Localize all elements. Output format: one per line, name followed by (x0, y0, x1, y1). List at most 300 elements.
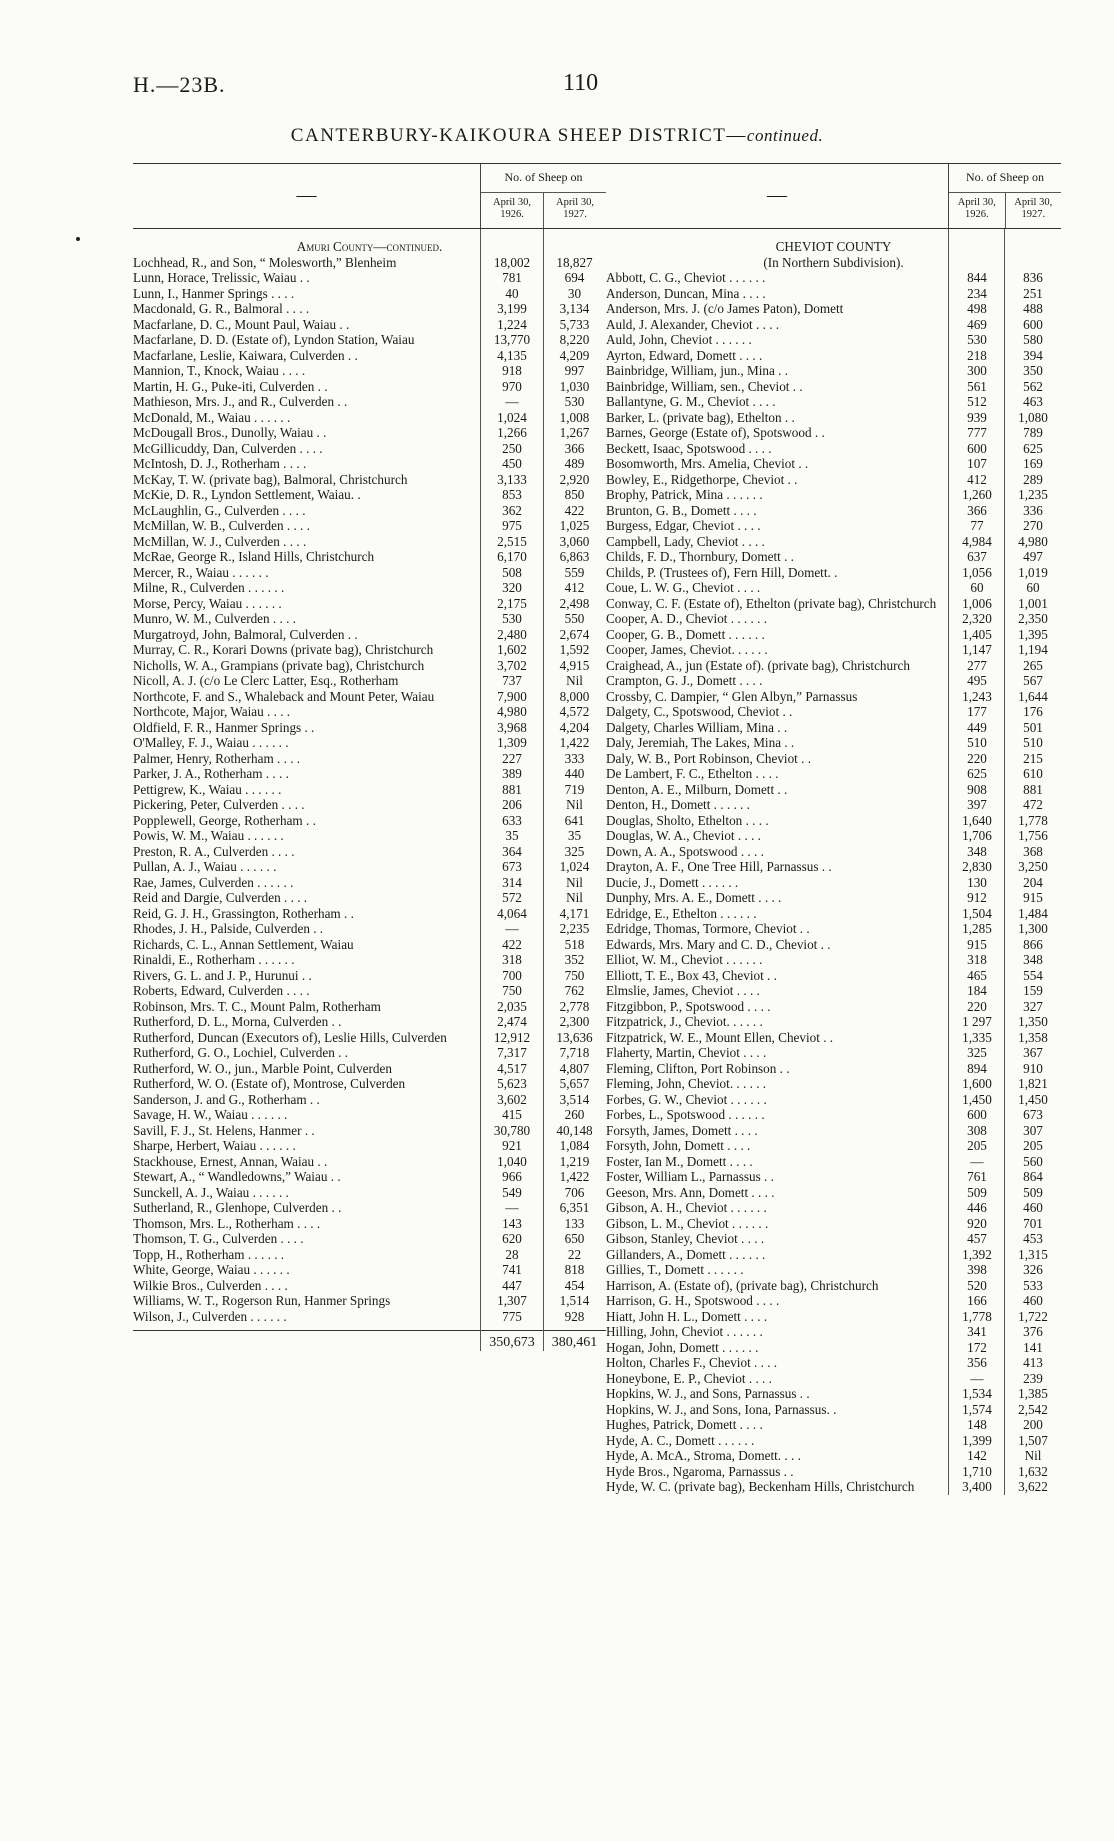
table-row (133, 1154, 606, 1170)
sheep-1926: 2,175 (497, 595, 527, 611)
owner-name: Milne, R., Culverden . . . . . . (133, 580, 285, 595)
sheep-1926: 1,307 (497, 1293, 527, 1308)
owner-name: Nicholls, W. A., Grampians (private bag), Christchurch (133, 657, 425, 673)
owner-name: McDougall Bros., Dunolly, Waiau . . (133, 425, 327, 440)
sheep-1927: 1,194 (1018, 642, 1048, 657)
sheep-1927: 3,622 (1018, 1479, 1048, 1494)
sheep-1926: 12,912 (493, 1029, 531, 1045)
sheep-1927: 30 (567, 285, 582, 301)
owner-name: Douglas, Sholto, Ethelton . . . . (606, 812, 769, 828)
sheep-1927: 2,542 (1018, 1401, 1048, 1417)
table-row (606, 937, 1061, 953)
table-row (606, 658, 1061, 674)
table-row (133, 1200, 606, 1216)
owner-name: De Lambert, F. C., Ethelton . . . . (606, 766, 779, 781)
col-1927-header: April 30, 1927. (543, 193, 606, 228)
sheep-1927: 1,084 (559, 1138, 590, 1153)
sheep-1926: 412 (967, 471, 987, 487)
owner-name: Edwards, Mrs. Mary and C. D., Cheviot . . (606, 936, 831, 952)
sheep-1926: 4,984 (962, 533, 992, 549)
sheep-1927: 1,030 (559, 378, 590, 394)
owner-name: Fitzpatrick, J., Cheviot. . . . . . (606, 1014, 763, 1029)
sheep-1926: 4,064 (497, 905, 527, 921)
owner-name: Morse, Percy, Waiau . . . . . . (133, 595, 282, 611)
owner-name: Childs, P. (Trustees of), Fern Hill, Domett. . (606, 564, 838, 580)
owner-name: Daly, W. B., Port Robinson, Cheviot . . (606, 750, 812, 766)
name-column-header: — (767, 184, 787, 207)
table-row (606, 1402, 1061, 1418)
sheep-1926: 975 (502, 518, 522, 533)
table-row (606, 456, 1061, 472)
sheep-1926: 318 (502, 952, 522, 967)
sheep-1927: 1,484 (1018, 905, 1048, 921)
table-row (606, 518, 1061, 534)
sheep-1927: 460 (1023, 1293, 1043, 1308)
owner-name: McKay, T. W. (private bag), Balmoral, Christchurch (133, 471, 408, 487)
sheep-1926: 325 (967, 1045, 987, 1060)
sheep-1926: 1,640 (962, 812, 992, 828)
table-row (606, 720, 1061, 736)
table-row (133, 518, 606, 534)
owner-name: Cooper, G. B., Domett . . . . . . (606, 626, 765, 642)
sheep-1926: 498 (967, 301, 987, 316)
sheep-1927: 1,024 (559, 859, 590, 874)
sheep-1926: 509 (967, 1184, 987, 1200)
sheep-1926: 1,534 (962, 1386, 992, 1401)
sheep-1926: 1,450 (962, 1091, 992, 1107)
owner-name: Roberts, Edward, Culverden . . . . (133, 983, 310, 998)
sheep-1927: 265 (1023, 657, 1043, 673)
owner-name: Denton, A. E., Milburn, Domett . . (606, 781, 788, 797)
sheep-1926: 469 (967, 316, 987, 332)
owner-name: Fitzpatrick, W. E., Mount Ellen, Cheviot . . (606, 1029, 834, 1045)
table-row (133, 937, 606, 953)
sheep-1927: 169 (1023, 456, 1043, 471)
owner-name: Savill, F. J., St. Helens, Hanmer . . (133, 1122, 315, 1138)
sheep-1927: 1,450 (1018, 1091, 1048, 1107)
owner-name: Hyde, A. McA., Stroma, Domett. . . . (606, 1448, 801, 1463)
owner-name: Denton, H., Domett . . . . . . (606, 797, 750, 812)
owner-name: Richards, C. L., Annan Settlement, Waiau (133, 936, 354, 952)
table-row (133, 1138, 606, 1154)
owner-name: Cooper, James, Cheviot. . . . . . (606, 642, 768, 657)
owner-name: Macfarlane, D. C., Mount Paul, Waiau . . (133, 316, 350, 332)
sheep-1926: 218 (967, 347, 987, 363)
sheep-1927: 22 (567, 1246, 582, 1262)
sheep-1926: 446 (967, 1200, 987, 1215)
owner-name: McKie, D. R., Lyndon Settlement, Waiau. . (133, 487, 361, 502)
sheep-1926: 673 (502, 859, 522, 874)
sheep-1927: 673 (1023, 1107, 1043, 1122)
table-row (133, 1231, 606, 1247)
sheep-1927: 1,395 (1018, 626, 1048, 642)
owner-name: Hopkins, W. J., and Sons, Iona, Parnassus. . (606, 1401, 837, 1417)
sheep-1927: 625 (1023, 440, 1043, 456)
table-row (133, 580, 606, 596)
table-row (606, 317, 1061, 333)
table-row (133, 410, 606, 426)
owner-name: Elliott, T. E., Box 43, Cheviot . . (606, 967, 777, 983)
table-row (133, 1185, 606, 1201)
owner-name: Honeybone, E. P., Cheviot . . . . (606, 1370, 772, 1386)
sheep-1926: 389 (502, 766, 522, 781)
table-row (606, 1324, 1061, 1340)
sheep-1926: 166 (967, 1293, 987, 1308)
table-row (606, 828, 1061, 844)
sheep-1926: 1,710 (962, 1463, 992, 1479)
owner-name: Ballantyne, G. M., Cheviot . . . . (606, 394, 776, 409)
sheep-1926: 3,702 (497, 657, 527, 673)
sheep-1926: 3,133 (497, 471, 527, 487)
sheep-1926: 422 (502, 936, 522, 952)
sheep-1926: 637 (967, 549, 987, 564)
table-row (133, 875, 606, 891)
sheep-1926: 970 (502, 378, 522, 394)
table-row (133, 1123, 606, 1139)
sheep-1926: 761 (967, 1169, 987, 1184)
table-row (606, 503, 1061, 519)
sheep-1926: 7,900 (497, 688, 527, 704)
sheep-1927: 289 (1023, 471, 1043, 487)
sheep-1926: 5,623 (497, 1076, 527, 1091)
sheep-1927: 2,300 (559, 1014, 590, 1029)
table-row (133, 1216, 606, 1232)
sheep-1927: 204 (1023, 874, 1043, 890)
sheep-1927: 8,000 (559, 688, 590, 704)
owner-name: Auld, J. Alexander, Cheviot . . . . (606, 316, 780, 332)
owner-name: Munro, W. M., Culverden . . . . (133, 611, 297, 626)
owner-name: Pettigrew, K., Waiau . . . . . . (133, 781, 282, 797)
owner-name: McLaughlin, G., Culverden . . . . (133, 502, 306, 518)
sheep-1926: 1,392 (962, 1246, 992, 1262)
sheep-1926: 1,405 (962, 626, 992, 642)
owner-name: Conway, C. F. (Estate of), Ethelton (private bag), Christchurch (606, 595, 937, 611)
owner-name: Savage, H. W., Waiau . . . . . . (133, 1107, 288, 1122)
sheep-1927: 4,171 (559, 905, 590, 921)
owner-name: Forbes, G. W., Cheviot . . . . . . (606, 1091, 767, 1107)
sheep-1927: 463 (1023, 394, 1043, 409)
sheep-1927: 1,644 (1018, 688, 1048, 704)
sheep-1927: 176 (1023, 704, 1043, 719)
table-row (133, 332, 606, 348)
sheep-1926: — (505, 1200, 519, 1215)
sheep-1926: 366 (967, 502, 987, 518)
sheep-1926: 625 (967, 766, 987, 781)
sheep-1927: 4,204 (559, 719, 590, 735)
table-row (133, 782, 606, 798)
owner-name: Oldfield, F. R., Hanmer Springs . . (133, 719, 315, 735)
owner-name: McRae, George R., Island Hills, Christchurch (133, 549, 375, 564)
owner-name: Stackhouse, Ernest, Annan, Waiau . . (133, 1153, 328, 1169)
sheep-1927: 562 (1023, 378, 1043, 394)
sheep-1927: Nil (566, 797, 583, 812)
table-row (133, 596, 606, 612)
sheep-1927: 554 (1023, 967, 1043, 983)
table-header (606, 163, 1061, 229)
sheep-1927: 6,863 (559, 549, 590, 564)
sheep-1926: 28 (505, 1246, 519, 1262)
sheep-1927: 1,821 (1018, 1076, 1048, 1091)
owner-name: Rinaldi, E., Rotherham . . . . . . (133, 952, 295, 967)
sheep-1927: 4,980 (1018, 533, 1048, 549)
table-row (606, 890, 1061, 906)
owner-name: Robinson, Mrs. T. C., Mount Palm, Rotherham (133, 998, 381, 1014)
table-row (606, 348, 1061, 364)
table-row (133, 1169, 606, 1185)
sheep-1926: 520 (967, 1277, 987, 1293)
margin-dot (76, 237, 80, 241)
owner-name: Ducie, J., Domett . . . . . . (606, 874, 739, 890)
sheep-1926: 206 (502, 797, 522, 812)
table-row (606, 1030, 1061, 1046)
sheep-1926: 750 (502, 983, 522, 998)
sheep-1926: — (970, 1153, 984, 1169)
sheep-1926: 1,574 (962, 1401, 992, 1417)
owner-name: Coue, L. W. G., Cheviot . . . . (606, 580, 761, 595)
sheep-1927: 1,350 (1018, 1014, 1048, 1029)
table-row (133, 813, 606, 829)
table-row (606, 782, 1061, 798)
owner-name: Rivers, G. L. and J. P., Hurunui . . (133, 967, 312, 983)
table-row (133, 906, 606, 922)
sheep-1926: 300 (967, 363, 987, 378)
sheep-1926: 912 (967, 890, 987, 905)
sheep-1926: 3,602 (497, 1091, 527, 1107)
sheep-1926: 4,980 (497, 704, 527, 719)
sheep-1927: 348 (1023, 952, 1043, 967)
table-row (606, 1479, 1061, 1495)
sheep-1927: 488 (1023, 301, 1043, 316)
owner-name: Hogan, John, Domett . . . . . . (606, 1339, 759, 1355)
owner-name: Flaherty, Martin, Cheviot . . . . (606, 1045, 767, 1060)
owner-name: Barnes, George (Estate of), Spotswood . . (606, 425, 825, 440)
sheep-1926: 1,778 (962, 1308, 992, 1324)
table-row (606, 441, 1061, 457)
sheep-1926: 512 (967, 394, 987, 409)
table-row (606, 611, 1061, 627)
table-row (606, 689, 1061, 705)
sheep-1926: 30,780 (493, 1122, 531, 1138)
sheep-1927: 850 (564, 487, 585, 502)
owner-name: Harrison, G. H., Spotswood . . . . (606, 1293, 780, 1308)
sheep-1926: 172 (967, 1339, 987, 1355)
sheep-1927: 2,235 (559, 921, 590, 936)
owner-name: Hyde Bros., Ngaroma, Parnassus . . (606, 1463, 794, 1479)
sheep-1926: 737 (502, 673, 522, 688)
sheep-1926: 1,243 (962, 688, 992, 704)
sheep-1927: 5,657 (559, 1076, 590, 1091)
table-row (606, 332, 1061, 348)
sheep-1927: 352 (564, 952, 585, 967)
sheep-1927: 4,807 (559, 1060, 590, 1076)
sheep-1927: 2,778 (559, 998, 590, 1014)
owner-name: Gibson, Stanley, Cheviot . . . . (606, 1231, 765, 1246)
table-row (133, 1014, 606, 1030)
owner-name: Lunn, I., Hanmer Springs . . . . (133, 285, 295, 301)
table-row (606, 1231, 1061, 1247)
sheep-1926: 2,515 (497, 533, 527, 549)
sheep-1927: 610 (1023, 766, 1043, 781)
sheep-1927: 327 (1023, 998, 1043, 1014)
owner-name: Brophy, Patrick, Mina . . . . . . (606, 487, 763, 502)
sheep-1927: 336 (1023, 502, 1043, 518)
sheep-1926: 853 (502, 487, 522, 502)
sheep-1927: 2,498 (559, 595, 590, 611)
table-row (133, 425, 606, 441)
sheep-1926: 308 (967, 1122, 987, 1138)
sheep-1927: 60 (1026, 580, 1040, 595)
table-row (606, 1278, 1061, 1294)
sheep-1926: 620 (502, 1231, 522, 1246)
sheep-1927: Nil (566, 874, 583, 890)
table-row (133, 983, 606, 999)
owner-name: Hilling, John, Cheviot . . . . . . (606, 1324, 763, 1339)
sheep-1927: 567 (1023, 673, 1043, 688)
table-row (133, 828, 606, 844)
owner-name: Cooper, A. D., Cheviot . . . . . . (606, 611, 768, 626)
owner-name: Campbell, Lady, Cheviot . . . . (606, 533, 765, 549)
table-row (606, 1386, 1061, 1402)
section-heading: Amuri County—continued. (296, 239, 443, 254)
sheep-1927: 460 (1023, 1200, 1043, 1215)
owner-name: Macdonald, G. R., Balmoral . . . . (133, 301, 310, 316)
owner-name: Dunphy, Mrs. A. E., Domett . . . . (606, 890, 782, 905)
sheep-1926: 1,266 (497, 425, 527, 440)
sheep-1927: 915 (1023, 890, 1043, 905)
sheep-1926: 915 (967, 936, 987, 952)
owner-name: Foster, Ian M., Domett . . . . (606, 1153, 753, 1169)
sheep-1927: 1,025 (559, 518, 590, 533)
table-row (606, 1309, 1061, 1325)
sheep-1926: 341 (967, 1324, 987, 1339)
owner-name: White, George, Waiau . . . . . . (133, 1262, 290, 1277)
sheep-1927: 366 (564, 440, 585, 456)
sheep-1927: 205 (1023, 1138, 1043, 1153)
sheep-1926: 40 (505, 285, 519, 301)
owner-name: Abbott, C. G., Cheviot . . . . . . (606, 270, 766, 285)
owner-name: Gillies, T., Domett . . . . . . (606, 1262, 744, 1277)
owner-name: Sutherland, R., Glenhope, Culverden . . (133, 1200, 342, 1215)
sheep-1927: 530 (564, 394, 585, 409)
table-row (133, 363, 606, 379)
document-reference: H.—23B. (133, 72, 226, 97)
table-row (606, 394, 1061, 410)
table-row (133, 348, 606, 364)
table-row (133, 689, 606, 705)
sheep-1927: 600 (1023, 316, 1043, 332)
table-row (133, 1309, 606, 1325)
table-row (133, 255, 606, 271)
owner-name: Crossby, C. Dampier, “ Glen Albyn,” Parnassus (606, 688, 858, 704)
sheep-1927: 215 (1023, 750, 1043, 766)
sheep-1926: 530 (502, 611, 522, 626)
table-row (606, 751, 1061, 767)
table-row (606, 1076, 1061, 1092)
col-1926-header: April 30, 1926. (493, 197, 531, 220)
table-row (133, 270, 606, 286)
sheep-1927: 928 (564, 1308, 585, 1324)
table-row (133, 952, 606, 968)
table-row (133, 1045, 606, 1061)
owner-name: Rutherford, W. O., jun., Marble Point, Culverden (133, 1060, 392, 1076)
table-row (133, 1092, 606, 1108)
owner-name: Dalgety, Charles William, Mina . . (606, 719, 788, 735)
sheep-1926: 77 (970, 518, 984, 533)
sheep-1927: 3,060 (559, 533, 590, 549)
owner-name: Mathieson, Mrs. J., and R., Culverden . . (133, 394, 348, 409)
sheep-1927: 4,572 (559, 704, 590, 719)
sheep-1926: 1,335 (962, 1029, 992, 1045)
sheep-1926: 2,480 (497, 626, 527, 642)
table-row (133, 968, 606, 984)
sheep-1926: 775 (502, 1308, 522, 1324)
table-row (606, 844, 1061, 860)
owner-name: Murgatroyd, John, Balmoral, Culverden . . (133, 626, 358, 642)
sheep-1927: 1,385 (1018, 1386, 1048, 1401)
right-table (606, 163, 1061, 1495)
sheep-1926: 234 (967, 285, 987, 301)
sheep-1926: 908 (967, 781, 987, 797)
table-row (133, 549, 606, 565)
sheep-group-header: No. of Sheep on (481, 164, 606, 193)
sheep-1926: 143 (502, 1215, 522, 1231)
sheep-1927: 1,267 (559, 425, 590, 440)
sheep-1926: 918 (502, 363, 522, 378)
sheep-1927: 694 (564, 270, 585, 285)
sheep-1927: 1,080 (1018, 409, 1048, 425)
sheep-1926: 508 (502, 564, 522, 580)
owner-name: Brunton, G. B., Domett . . . . (606, 502, 757, 518)
owner-name: Wilkie Bros., Culverden . . . . (133, 1277, 288, 1293)
sheep-1927: 509 (1023, 1184, 1043, 1200)
sheep-1926: 700 (502, 967, 522, 983)
sheep-1927: 1,778 (1018, 812, 1048, 828)
table-row (133, 472, 606, 488)
sheep-1926: 1,602 (497, 642, 527, 657)
sheep-1926: 318 (967, 952, 987, 967)
owner-name: Auld, John, Cheviot . . . . . . (606, 332, 752, 347)
sheep-1926: 966 (502, 1169, 522, 1184)
table-row (606, 627, 1061, 643)
owner-name: Topp, H., Rotherham . . . . . . (133, 1246, 285, 1262)
sheep-1926: 314 (502, 874, 522, 890)
sheep-1927: 1,001 (1018, 595, 1048, 611)
sheep-1926: 530 (967, 332, 987, 347)
sheep-1927: 333 (564, 750, 585, 766)
sheep-1927: 866 (1023, 936, 1043, 952)
owner-name: Edridge, Thomas, Tormore, Cheviot . . (606, 921, 810, 936)
sheep-1927: 1,422 (559, 735, 590, 750)
sheep-1927: 3,514 (559, 1091, 590, 1107)
sheep-1926: 1,147 (962, 642, 992, 657)
owner-name: McGillicuddy, Dan, Culverden . . . . (133, 440, 323, 456)
sheep-1926: 227 (502, 750, 522, 766)
table-row (606, 1014, 1061, 1030)
sheep-1927: 325 (564, 843, 585, 859)
owner-name: Down, A. A., Spotswood . . . . (606, 843, 764, 859)
table-row (606, 813, 1061, 829)
table-row (133, 704, 606, 720)
owner-name: Rutherford, D. L., Morna, Culverden . . (133, 1014, 342, 1029)
sheep-1926: 777 (967, 425, 987, 440)
sheep-1926: 781 (502, 270, 522, 285)
sheep-1926: 1,285 (962, 921, 992, 936)
sheep-1926: 205 (967, 1138, 987, 1153)
sheep-1926: — (505, 921, 519, 936)
sheep-1927: 2,350 (1018, 611, 1048, 626)
table-row (606, 766, 1061, 782)
owner-name: Martin, H. G., Puke-iti, Culverden . . (133, 378, 328, 394)
